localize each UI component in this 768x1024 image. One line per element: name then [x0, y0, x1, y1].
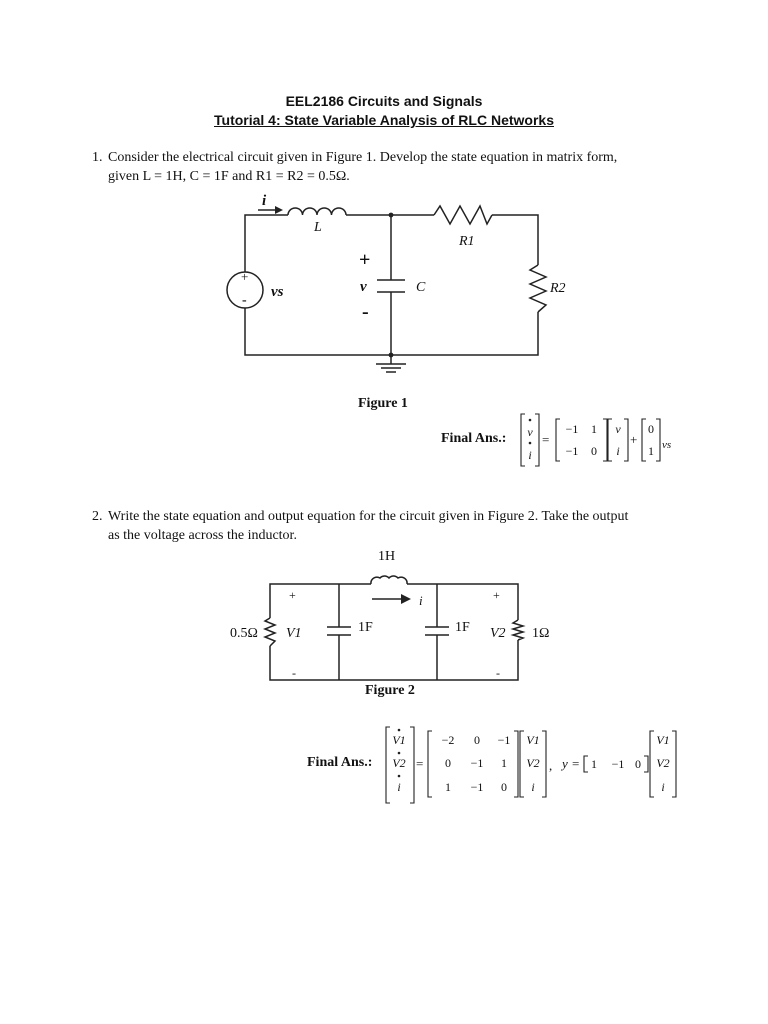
capacitor-right-label: 1F: [455, 620, 470, 635]
matrix-bracket: [603, 419, 607, 461]
figure-2-caption: Figure 2: [365, 683, 415, 698]
dot-accent: [398, 775, 401, 778]
resistor-symbol: [265, 618, 275, 646]
figure-1-circuit: [227, 193, 566, 372]
matrix-bracket: [644, 756, 648, 772]
capacitor-left-label: 1F: [358, 620, 373, 635]
question-text-line: Write the state equation and output equation for the circuit given in Figure 2. Take the output: [108, 509, 629, 524]
dot-accent: [529, 442, 532, 445]
resistor-symbol: [434, 206, 492, 224]
state-variable: V1: [656, 733, 670, 747]
matrix-entry: 1: [648, 444, 654, 458]
matrix-entry: −1: [470, 780, 484, 794]
plus-sign: +: [289, 588, 296, 602]
resistor-right-label: 1Ω: [532, 626, 550, 641]
matrix-bracket: [410, 727, 414, 803]
output-variable: y: [562, 756, 568, 771]
matrix-entry: −2: [441, 733, 455, 747]
matrix-entry: −1: [470, 756, 484, 770]
figure-2-circuit: [230, 549, 549, 680]
question-number: 2.: [92, 509, 103, 524]
matrix-bracket: [428, 731, 432, 797]
inductor-label: L: [314, 220, 322, 235]
minus-sign: -: [496, 666, 500, 680]
wire: [245, 215, 288, 272]
matrix-entry: 1: [501, 756, 507, 770]
resistor-symbol: [513, 620, 523, 640]
inductor-symbol: [288, 208, 346, 215]
matrix-entry: 1: [591, 757, 597, 771]
matrix-entry: 0: [648, 422, 654, 436]
answer-2-equation: [386, 727, 676, 803]
state-variable: v: [615, 422, 621, 436]
matrix-entry: 0: [635, 757, 641, 771]
figure-1-caption: Figure 1: [358, 396, 408, 411]
source-minus-sign: -: [242, 293, 247, 308]
wire: [492, 215, 538, 265]
plus-sign: +: [630, 432, 638, 447]
resistor2-label: R2: [550, 281, 566, 296]
state-variable: i: [531, 780, 535, 794]
voltage-v2-label: V2: [490, 626, 506, 641]
matrix-entry: 1: [591, 422, 597, 436]
state-variable: v: [527, 425, 533, 439]
matrix-entry: 0: [591, 444, 597, 458]
matrix-entry: −1: [565, 444, 579, 458]
state-variable: i: [528, 448, 532, 462]
ground-icon: [376, 355, 406, 372]
matrix-bracket: [650, 731, 654, 797]
matrix-bracket: [608, 419, 612, 461]
question-text-line: as the voltage across the inductor.: [108, 528, 297, 543]
matrix-bracket: [542, 731, 546, 797]
resistor-symbol: [530, 265, 546, 312]
dot-accent: [529, 419, 532, 422]
current-arrow-icon: [372, 594, 411, 604]
question-text-line: given L = 1H, C = 1F and R1 = R2 = 0.5Ω.: [108, 169, 350, 184]
comma: ,: [549, 758, 553, 773]
inductor-symbol: [371, 576, 407, 584]
source-label: vs: [271, 284, 284, 300]
matrix-bracket: [642, 419, 646, 461]
current-label: i: [419, 593, 423, 608]
question-number: 1.: [92, 150, 103, 165]
state-variable: i: [616, 444, 620, 458]
state-variable: V2: [392, 756, 406, 770]
input-variable: vs: [662, 439, 672, 451]
matrix-entry: 0: [501, 780, 507, 794]
answer-1-equation: [521, 414, 671, 466]
tutorial-title: Tutorial 4: State Variable Analysis of RLC Networks: [214, 112, 554, 128]
capacitor-voltage-label: v: [360, 279, 367, 295]
matrix-bracket: [514, 731, 518, 797]
dot-accent: [398, 752, 401, 755]
matrix-bracket: [520, 731, 524, 797]
state-variable: V1: [392, 733, 406, 747]
equals-sign: =: [542, 432, 550, 447]
state-variable: V2: [656, 756, 670, 770]
matrix-entry: −1: [565, 422, 579, 436]
resistor-left-label: 0.5Ω: [230, 626, 258, 641]
final-answer-label: Final Ans.:: [307, 755, 373, 770]
matrix-entry: −1: [497, 733, 511, 747]
state-variable: i: [661, 780, 665, 794]
current-label: i: [262, 193, 267, 209]
question-text-line: Consider the electrical circuit given in Figure 1. Develop the state equation in matrix form,: [108, 150, 618, 165]
matrix-bracket: [672, 731, 676, 797]
matrix-entry: 0: [445, 756, 451, 770]
wire: [407, 584, 518, 620]
wire: [270, 584, 371, 618]
minus-sign: -: [362, 301, 369, 323]
matrix-bracket: [521, 414, 525, 466]
wire: [270, 640, 518, 680]
equals-sign: =: [572, 756, 580, 771]
minus-sign: -: [292, 666, 296, 680]
junction-dot: [389, 213, 394, 218]
matrix-bracket: [584, 756, 588, 772]
state-variable: i: [397, 780, 401, 794]
matrix-bracket: [656, 419, 660, 461]
dot-accent: [398, 729, 401, 732]
capacitor-label: C: [416, 280, 426, 295]
plus-sign: +: [359, 249, 371, 271]
matrix-bracket: [386, 727, 390, 803]
voltage-v1-label: V1: [286, 626, 302, 641]
course-title: EEL2186 Circuits and Signals: [285, 93, 483, 109]
matrix-entry: −1: [611, 757, 625, 771]
state-variable: V2: [526, 756, 540, 770]
matrix-entry: 0: [474, 733, 480, 747]
equals-sign: =: [416, 756, 424, 771]
source-plus-sign: +: [241, 269, 249, 284]
matrix-entry: 1: [445, 780, 451, 794]
plus-sign: +: [493, 588, 500, 602]
state-variable: V1: [526, 733, 540, 747]
matrix-bracket: [624, 419, 628, 461]
final-answer-label: Final Ans.:: [441, 431, 507, 446]
inductor-label: 1H: [378, 549, 396, 564]
resistor1-label: R1: [459, 234, 475, 249]
matrix-bracket: [556, 419, 560, 461]
matrix-bracket: [535, 414, 539, 466]
